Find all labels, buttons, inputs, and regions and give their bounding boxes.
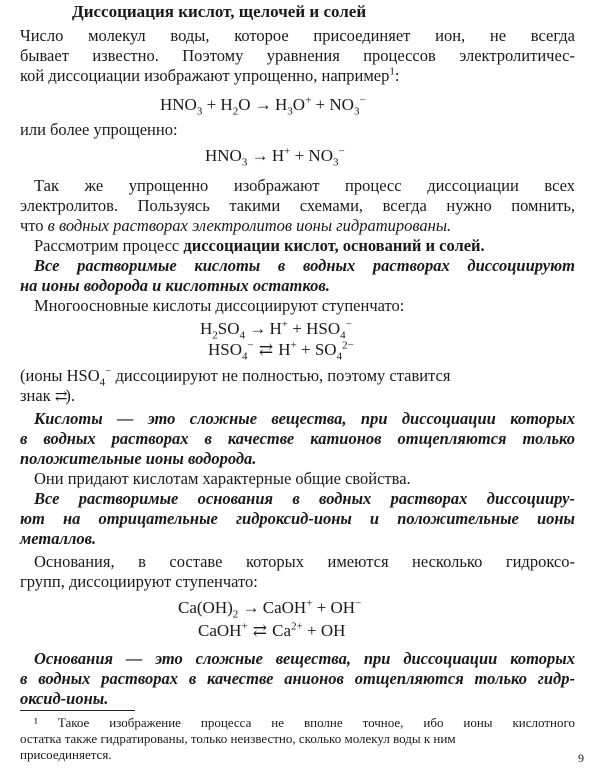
equation-hno3-h2o: $HNO_3 + H_2O \to H_3O^+ + NO_3^-$ xyxy=(160,94,366,118)
paragraph-line: Число молекул воды, которое присоединяет ион, не всегда xyxy=(20,26,575,45)
arrow-icon: → xyxy=(254,95,272,114)
paragraph-line: знак ⇄). xyxy=(20,386,76,405)
paragraph-line: ют на отрицательные гидроксид-ионы и положительные ионы xyxy=(20,509,575,528)
paragraph-line: групп, диссоциируют ступенчато: xyxy=(20,572,258,591)
arrow-icon: → xyxy=(242,598,260,617)
paragraph-line: металлов. xyxy=(20,529,97,548)
paragraph-line: Все растворимые основания в водных растворах диссоцииру- xyxy=(34,489,575,508)
paragraph-line: или более упрощенно: xyxy=(20,120,178,139)
equation-caoh: CaOH+ ⇄ $Ca^{2+}$ + OH xyxy=(198,620,346,640)
paragraph-line: Основания, в составе которых имеются несколько гидроксо- xyxy=(34,552,575,571)
paragraph-line: Кислоты — это сложные вещества, при диссоциации которых xyxy=(34,409,575,428)
paragraph-line: Так же упрощенно изображают процесс диссоциации всех xyxy=(34,176,575,195)
footnote-line: остатка также гидратированы, только неизвестно, сколько молекул воды к ним xyxy=(20,731,456,746)
paragraph-line: Рассмотрим процесс диссоциации кислот, оснований и солей. xyxy=(34,236,485,255)
paragraph-line: Все растворимые кислоты в водных растворах диссоциируют xyxy=(34,256,575,275)
paragraph-line: электролитов. Пользуясь такими схемами, всегда нужно помнить, xyxy=(20,196,575,215)
paragraph-line: Многоосновные кислоты диссоциируют ступенчато: xyxy=(34,296,405,315)
equilibrium-arrow-icon: ⇄ xyxy=(252,621,268,640)
paragraph-line: кой диссоциации изображают упрощенно, например$^1$: xyxy=(20,65,400,85)
paragraph-line: Они придают кислотам характерные общие свойства. xyxy=(34,469,411,488)
paragraph-line: бывает известно. Поэтому уравнения процессов электролитичес- xyxy=(20,46,575,65)
paragraph-line: оксид-ионы. xyxy=(20,689,109,708)
footnote-ref: 1 xyxy=(389,65,395,78)
equation-caoh2: $Ca(OH)_2$ → CaOH+ + OH− xyxy=(178,597,362,621)
section-title: Диссоциация кислот, щелочей и солей xyxy=(72,2,367,21)
footnote-line: ¹ Такое изображение процесса не вполне точное, ибо ионы кислотного xyxy=(34,715,575,730)
paragraph-line: что в водных растворах электролитов ионы гидратированы. xyxy=(20,216,452,235)
equilibrium-sign-icon: ⇄ xyxy=(54,389,66,405)
paragraph-line: Основания — это сложные вещества, при диссоциации которых xyxy=(34,649,575,668)
paragraph-line: (ионы $HSO_4^-$ диссоциируют не полностью, поэтому ставится xyxy=(20,365,451,389)
paragraph-line: на ионы водорода и кислотных остатков. xyxy=(20,276,330,295)
footnote-line: присоединяется. xyxy=(20,747,112,762)
paragraph-line: в водных растворах в качестве катионов отщепляются только xyxy=(20,429,575,448)
equation-hso4: $HSO_4^-$ ⇄ $H^+ + SO_4^{2-}$ xyxy=(208,339,354,363)
arrow-icon: → xyxy=(249,319,267,338)
footnote-divider xyxy=(20,710,135,711)
page-number: 9 xyxy=(578,751,584,765)
equation-h2so4: $H_2SO_4 \to H^+ + HSO_4^-$ xyxy=(200,318,352,342)
paragraph-line: положительные ионы водорода. xyxy=(20,449,257,468)
equation-hno3: $HNO_3 \to H^+ + NO_3^-$ xyxy=(205,145,345,169)
equilibrium-arrow-icon: ⇄ xyxy=(258,340,274,359)
paragraph-line: в водных растворах в качестве анионов отщепляются только гидр- xyxy=(20,669,575,688)
arrow-icon: → xyxy=(251,146,269,165)
